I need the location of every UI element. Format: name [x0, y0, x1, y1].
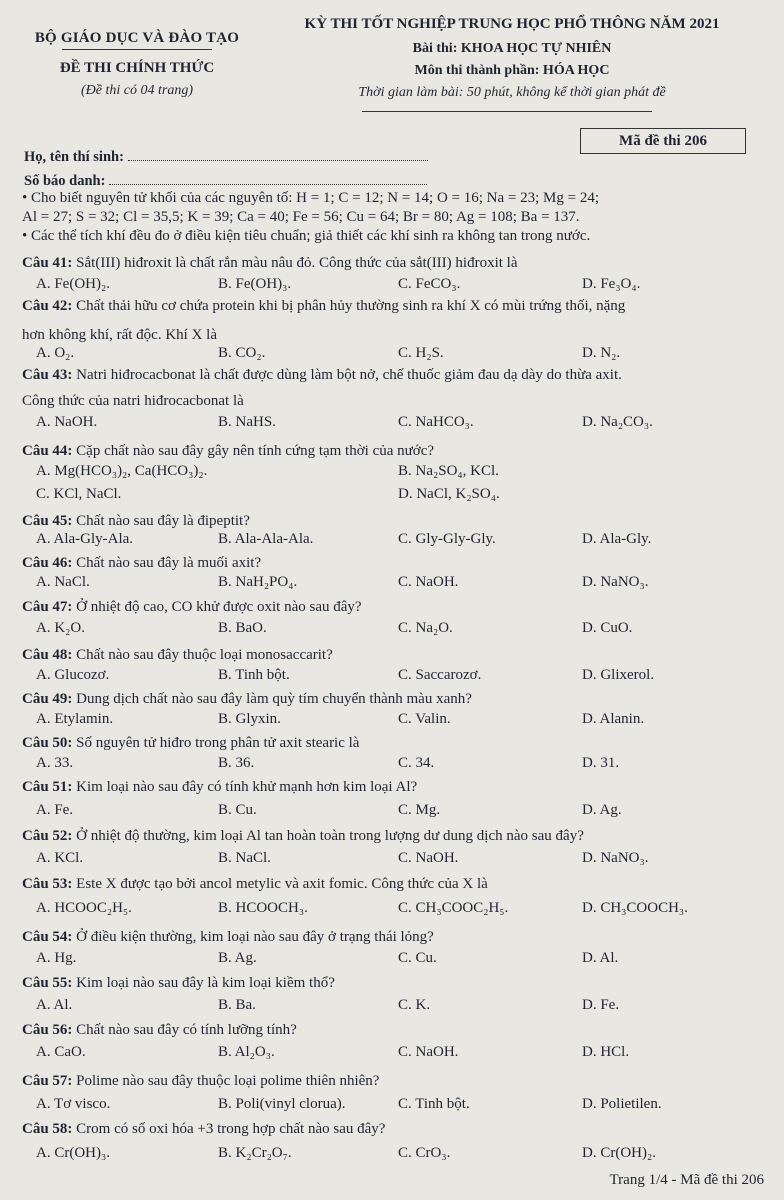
question-number: Câu 54: — [22, 929, 73, 945]
option-c[interactable]: C. Na₂O. — [398, 620, 453, 636]
option-d[interactable]: D. Na₂CO₃. — [582, 414, 653, 430]
option-b[interactable]: B. CO₂. — [218, 345, 266, 361]
question-text: Kim loại nào sau đây là kim loại kiềm thổ? — [76, 975, 335, 991]
question-45 — [22, 513, 250, 530]
question-text: Sắt(III) hiđroxit là chất rắn màu nâu đỏ. Công thức của sắt(III) hiđroxit là — [76, 255, 518, 271]
question-text: Chất nào sau đây có tính lưỡng tính? — [76, 1022, 297, 1038]
question-number: Câu 44: — [22, 443, 73, 459]
question-text: Natri hiđrocacbonat là chất được dùng làm bột nở, chế thuốc giảm đau dạ dày do thừa axit. — [76, 367, 622, 383]
option-b[interactable]: B. Al₂O₃. — [218, 1044, 275, 1060]
question-50 — [22, 735, 359, 752]
option-a[interactable]: A. 33. — [36, 755, 74, 771]
question-57 — [22, 1073, 379, 1090]
option-c[interactable]: C. CH₃COOC₂H₅. — [398, 900, 509, 916]
option-c[interactable]: C. Mg. — [398, 802, 441, 818]
option-c[interactable]: C. Valin. — [398, 711, 451, 727]
option-d[interactable]: D. NaNO₃. — [582, 850, 649, 866]
question-number: Câu 53: — [22, 876, 73, 892]
component: Môn thi thành phần: HÓA HỌC — [414, 63, 610, 78]
candidate-id-row — [24, 172, 427, 190]
option-b[interactable]: B. NaHS. — [218, 414, 276, 430]
page-count: (Đề thi có 04 trang) — [81, 83, 193, 98]
question-number: Câu 51: — [22, 779, 73, 795]
page-footer: Trang 1/4 - Mã đề thi 206 — [609, 1172, 764, 1188]
option-d[interactable]: D. HCl. — [582, 1044, 630, 1060]
question-51 — [22, 779, 417, 796]
option-b[interactable]: B. Na₂SO₄, KCl. — [398, 463, 499, 479]
question-number: Câu 45: — [22, 513, 73, 529]
question-text: Dung dịch chất nào sau đây làm quỳ tím chuyển thành màu xanh? — [76, 691, 472, 707]
option-b[interactable]: B. Poli(vinyl clorua). — [218, 1096, 346, 1112]
option-b[interactable]: B. HCOOCH₃. — [218, 900, 308, 916]
exam-code-box: Mã đề thi 206 — [580, 128, 746, 154]
note-atomic-1: • Cho biết nguyên tử khối của các nguyên tố: H = 1; C = 12; N = 14; O = 16; Na = 23; Mg = 24; — [22, 190, 599, 206]
official-label: ĐỀ THI CHÍNH THỨC — [59, 60, 215, 76]
option-d[interactable]: D. CH₃COOCH₃. — [582, 900, 688, 916]
option-b[interactable]: B. 36. — [218, 755, 255, 771]
option-c[interactable]: C. Saccarozơ. — [398, 667, 482, 683]
option-a[interactable]: A. Fe. — [36, 802, 74, 818]
header-left — [32, 30, 242, 99]
time-limit: Thời gian làm bài: 50 phút, không kể thời gian phát đề — [358, 85, 666, 100]
question-number: Câu 47: — [22, 599, 73, 615]
option-b[interactable]: B. Glyxin. — [218, 711, 281, 727]
option-d[interactable]: D. Ala-Gly. — [582, 531, 652, 547]
ministry-rule — [62, 49, 212, 50]
option-d[interactable]: D. 31. — [582, 755, 620, 771]
name-field — [128, 148, 428, 161]
option-a[interactable]: A. Cr(OH)₃. — [36, 1145, 110, 1161]
option-c[interactable]: C. H₂S. — [398, 345, 444, 361]
question-44 — [22, 443, 434, 460]
note-atomic-2: Al = 27; S = 32; Cl = 35,5; K = 39; Ca = 40; Fe = 56; Cu = 64; Br = 80; Ag = 108; Ba = 137. — [22, 209, 580, 225]
option-c[interactable]: C. FeCO₃. — [398, 276, 461, 292]
question-number: Câu 56: — [22, 1022, 73, 1038]
option-c[interactable]: C. KCl, NaCl. — [36, 486, 122, 502]
option-a[interactable]: A. Etylamin. — [36, 711, 114, 727]
question-text: Este X được tạo bởi ancol metylic và axit fomic. Công thức của X là — [76, 876, 488, 892]
option-d[interactable]: D. NaNO₃. — [582, 574, 649, 590]
option-d[interactable]: D. Fe₃O₄. — [582, 276, 641, 292]
question-53 — [22, 876, 488, 893]
option-b[interactable]: B. Ba. — [218, 997, 256, 1013]
question-41 — [22, 255, 518, 272]
question-46 — [22, 555, 261, 572]
question-56 — [22, 1022, 297, 1039]
option-b[interactable]: B. NaCl. — [218, 850, 271, 866]
question-text: Chất nào sau đây là muối axit? — [76, 555, 262, 571]
subject-group: Bài thi: KHOA HỌC TỰ NHIÊN — [412, 41, 612, 56]
option-c[interactable]: C. CrO₃. — [398, 1145, 451, 1161]
question-55 — [22, 975, 335, 992]
option-d[interactable]: D. Ag. — [582, 802, 622, 818]
question-text: Cặp chất nào sau đây gây nên tính cứng tạm thời của nước? — [76, 443, 435, 459]
question-47 — [22, 599, 362, 616]
question-number: Câu 58: — [22, 1121, 73, 1137]
option-a[interactable]: A. Hg. — [36, 950, 77, 966]
ministry: BỘ GIÁO DỤC VÀ ĐÀO TẠO — [34, 30, 240, 46]
option-d[interactable]: D. Fe. — [582, 997, 620, 1013]
option-b[interactable]: B. Ala-Ala-Ala. — [218, 531, 314, 547]
option-a[interactable]: A. Ala-Gly-Ala. — [36, 531, 134, 547]
option-a[interactable]: A. O₂. — [36, 345, 75, 361]
question-number: Câu 55: — [22, 975, 73, 991]
id-field — [109, 172, 427, 185]
question-text: Polime nào sau đây thuộc loại polime thiên nhiên? — [76, 1073, 380, 1089]
option-d[interactable]: D. N₂. — [582, 345, 621, 361]
question-52 — [22, 828, 584, 845]
question-43 — [22, 367, 622, 384]
option-a[interactable]: A. Glucozơ. — [36, 667, 110, 683]
question-text: Chất nào sau đây thuộc loại monosaccarit? — [76, 647, 333, 663]
option-a[interactable]: A. CaO. — [36, 1044, 86, 1060]
option-d[interactable]: D. NaCl, K₂SO₄. — [398, 486, 500, 502]
option-d[interactable]: D. CuO. — [582, 620, 633, 636]
option-c[interactable]: C. NaOH. — [398, 850, 459, 866]
question-text: Chất thải hữu cơ chứa protein khi bị phân hủy thường sinh ra khí X có mùi trứng thối, nặng — [76, 298, 626, 314]
option-b[interactable]: B. Tinh bột. — [218, 667, 290, 683]
time-rule — [362, 111, 652, 112]
option-a[interactable]: A. NaCl. — [36, 574, 90, 590]
option-b[interactable]: B. K₂Cr₂O₇. — [218, 1145, 292, 1161]
option-c[interactable]: C. NaOH. — [398, 1044, 459, 1060]
question-text: Ở nhiệt độ thường, kim loại Al tan hoàn toàn trong lượng dư dung dịch nào sau đây? — [76, 828, 584, 844]
option-b[interactable]: B. Ag. — [218, 950, 257, 966]
option-b[interactable]: B. NaH₂PO₄. — [218, 574, 298, 590]
option-a[interactable]: A. KCl. — [36, 850, 84, 866]
question-text-cont: Công thức của natri hiđrocacbonat là — [22, 393, 244, 409]
option-a[interactable]: A. K₂O. — [36, 620, 85, 636]
question-54 — [22, 929, 434, 946]
option-a[interactable]: A. HCOOC₂H₅. — [36, 900, 132, 916]
question-49 — [22, 691, 472, 708]
question-number: Câu 43: — [22, 367, 73, 383]
option-c[interactable]: C. NaHCO₃. — [398, 414, 474, 430]
option-d[interactable]: D. Alanin. — [582, 711, 645, 727]
option-b[interactable]: B. Cu. — [218, 802, 257, 818]
option-a[interactable]: A. Mg(HCO₃)₂, Ca(HCO₃)₂. — [36, 463, 208, 479]
question-text: Kim loại nào sau đây có tính khử mạnh hơn kim loại Al? — [76, 779, 418, 795]
option-c[interactable]: C. 34. — [398, 755, 435, 771]
question-text: Crom có số oxi hóa +3 trong hợp chất nào sau đây? — [76, 1121, 386, 1137]
question-58 — [22, 1121, 385, 1138]
option-c[interactable]: C. K. — [398, 997, 431, 1013]
option-c[interactable]: C. NaOH. — [398, 574, 459, 590]
candidate-name-row — [24, 148, 428, 166]
option-d[interactable]: D. Cr(OH)₂. — [582, 1145, 656, 1161]
question-number: Câu 41: — [22, 255, 73, 271]
question-number: Câu 49: — [22, 691, 73, 707]
option-c[interactable]: C. Cu. — [398, 950, 437, 966]
question-number: Câu 57: — [22, 1073, 73, 1089]
exam-title: KỲ THI TỐT NGHIỆP TRUNG HỌC PHỔ THÔNG NĂM 2021 — [304, 16, 720, 32]
question-text-cont: hơn không khí, rất độc. Khí X là — [22, 327, 217, 343]
question-text: Ở nhiệt độ cao, CO khử được oxit nào sau đây? — [76, 599, 362, 615]
note-gas: • Các thể tích khí đều đo ở điều kiện tiêu chuẩn; giả thiết các khí sinh ra không tan trong nước. — [22, 228, 591, 244]
question-42 — [22, 298, 625, 315]
option-b[interactable]: B. BaO. — [218, 620, 267, 636]
question-number: Câu 48: — [22, 647, 73, 663]
option-d[interactable]: D. Al. — [582, 950, 619, 966]
question-48 — [22, 647, 333, 664]
option-b[interactable]: B. Fe(OH)₃. — [218, 276, 292, 292]
question-number: Câu 50: — [22, 735, 73, 751]
option-a[interactable]: A. Tơ visco. — [36, 1096, 111, 1112]
question-number: Câu 52: — [22, 828, 73, 844]
option-d[interactable]: D. Polietilen. — [582, 1096, 662, 1112]
option-a[interactable]: A. Fe(OH)₂. — [36, 276, 110, 292]
name-label: Họ, tên thí sinh: — [24, 149, 124, 165]
question-number: Câu 42: — [22, 298, 73, 314]
option-a[interactable]: A. Al. — [36, 997, 73, 1013]
question-text: Ở điều kiện thường, kim loại nào sau đây ở trạng thái lỏng? — [76, 929, 434, 945]
question-text: Số nguyên tử hiđro trong phân tử axit stearic là — [76, 735, 360, 751]
option-c[interactable]: C. Gly-Gly-Gly. — [398, 531, 496, 547]
header-right — [272, 16, 752, 112]
question-number: Câu 46: — [22, 555, 73, 571]
option-d[interactable]: D. Glixerol. — [582, 667, 655, 683]
question-text: Chất nào sau đây là đipeptit? — [76, 513, 250, 529]
id-label: Số báo danh: — [24, 173, 106, 189]
option-c[interactable]: C. Tinh bột. — [398, 1096, 470, 1112]
option-a[interactable]: A. NaOH. — [36, 414, 98, 430]
